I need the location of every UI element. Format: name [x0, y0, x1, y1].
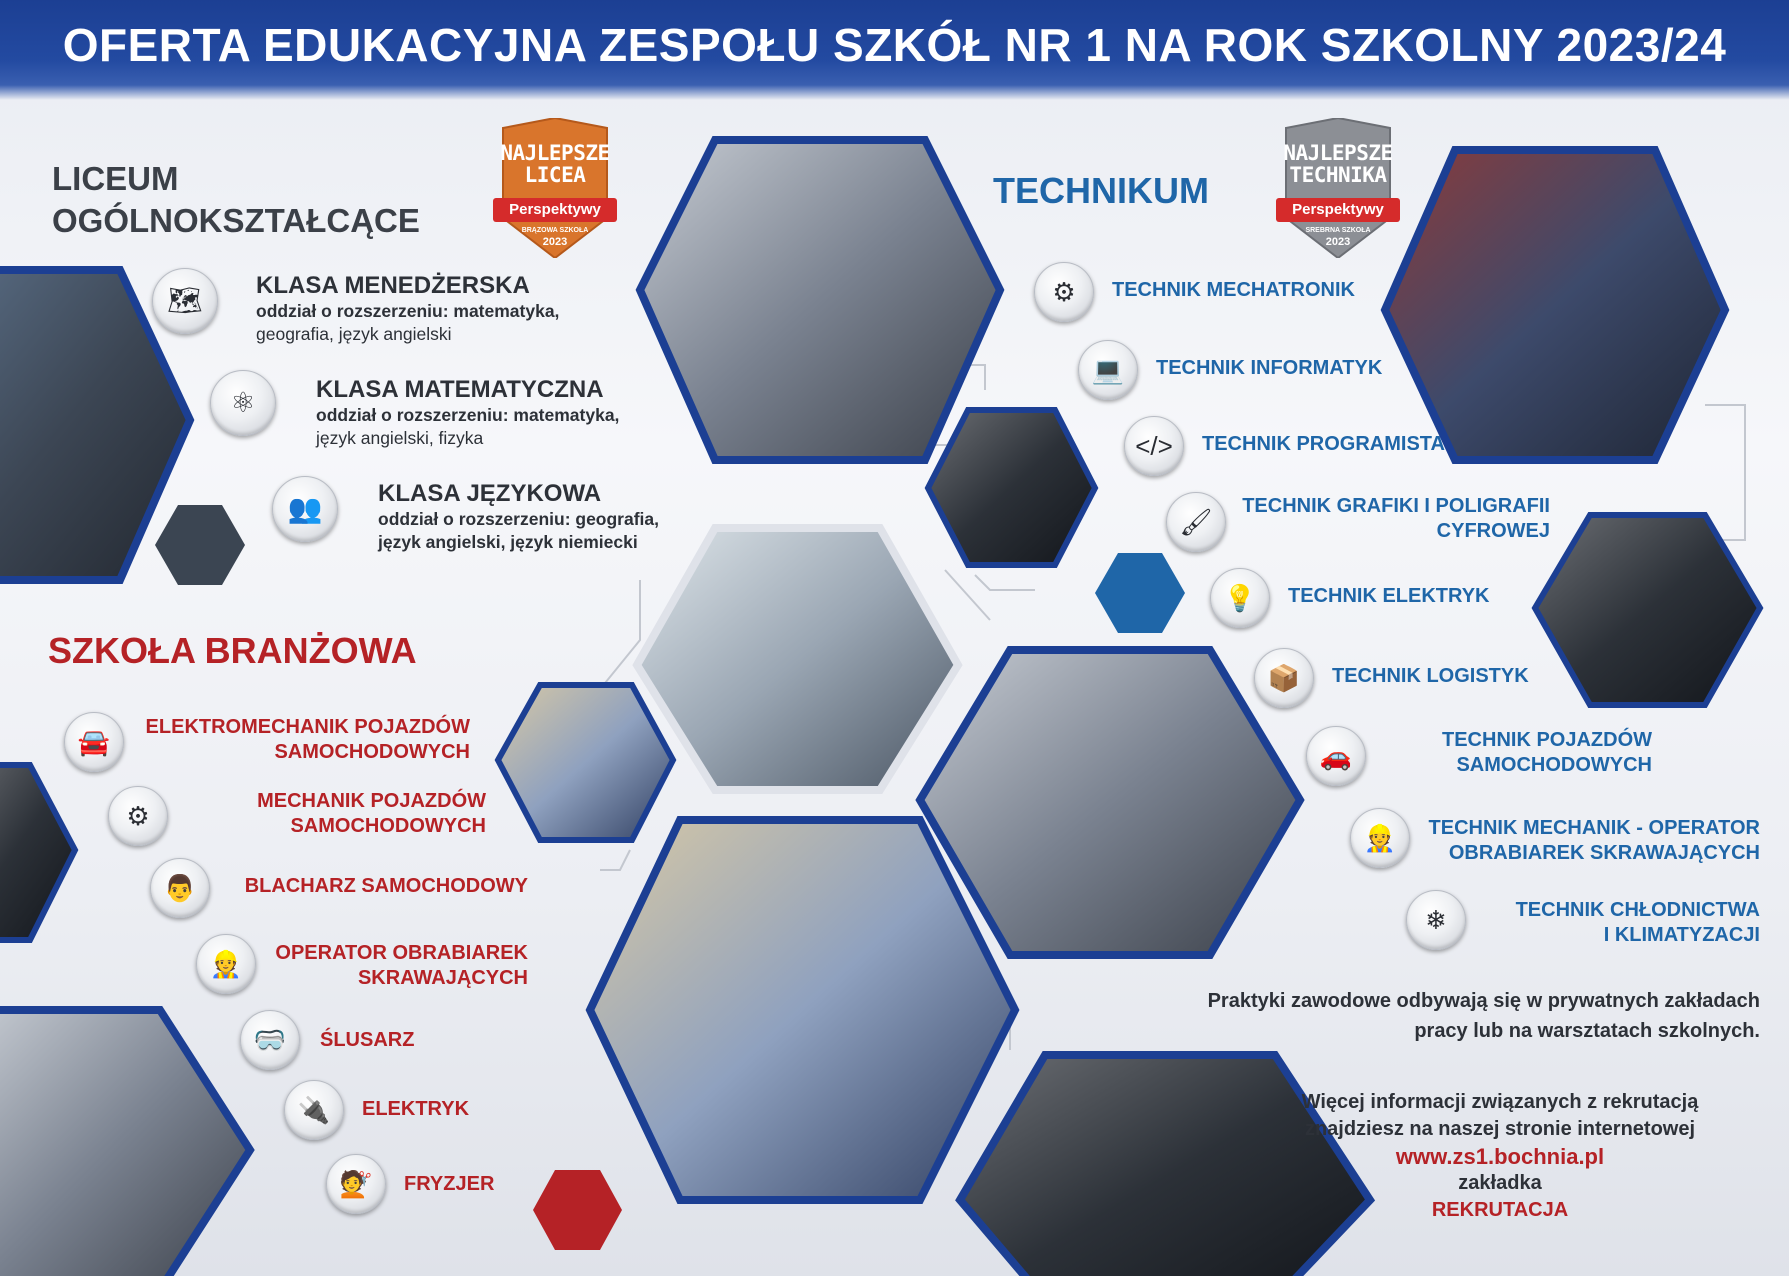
- item-line2: SAMOCHODOWYCH: [1456, 754, 1652, 776]
- class-name: KLASA JĘZYKOWA: [378, 480, 602, 507]
- map-chart-icon: 🗺: [152, 268, 218, 334]
- item-line2: I KLIMATYZACJI: [1603, 924, 1760, 946]
- class-desc-1: oddział o rozszerzeniu: matematyka,: [316, 405, 620, 425]
- class-item-jezykowa: [378, 480, 659, 554]
- welding-mask-icon: 🥽: [240, 1010, 300, 1070]
- class-desc-2: język angielski, fizyka: [316, 428, 484, 448]
- class-name: KLASA MATEMATYCZNA: [316, 376, 604, 403]
- badge-ribbon: Perspektywy: [1276, 198, 1400, 222]
- najlepsze-licea-badge: [485, 118, 625, 258]
- item-line2: SAMOCHODOWYCH: [290, 815, 486, 837]
- accent-hex-blue: [1095, 553, 1185, 633]
- item-line2: SAMOCHODOWYCH: [274, 741, 470, 763]
- technikum-item-mechanik-operator: [1420, 816, 1760, 866]
- logistics-icon: 📦: [1254, 648, 1314, 708]
- item-line2: CYFROWEJ: [1436, 520, 1550, 542]
- lightbulb-icon: 💡: [1210, 568, 1270, 628]
- item-line1: TECHNIK GRAFIKI I POLIGRAFII: [1242, 495, 1550, 517]
- badge-title: [485, 142, 625, 186]
- class-item-menedzerska: [256, 272, 559, 346]
- liceum-title-line1: LICEUM: [52, 160, 179, 197]
- najlepsze-technika-badge: [1268, 118, 1408, 258]
- class-desc-1: oddział o rozszerzeniu: geografia,: [378, 509, 660, 529]
- photo-hex-students: [590, 820, 1015, 1200]
- computer-desk-icon: 💻: [1078, 340, 1138, 400]
- technikum-item-grafiki: [1240, 494, 1550, 544]
- accent-hex-red: [533, 1170, 622, 1250]
- item-line1: OPERATOR OBRABIAREK: [275, 942, 528, 964]
- photo-hex-hairdresser: [498, 685, 673, 840]
- item-line1: TECHNIK CHŁODNICTWA: [1515, 899, 1760, 921]
- technikum-item-elektryk: TECHNIK ELEKTRYK: [1288, 585, 1490, 607]
- car-bolt-icon: 🚘: [64, 712, 124, 772]
- praktyki-info: [1080, 986, 1760, 1046]
- recruitment-info: [1240, 1089, 1760, 1224]
- badge-small-text: SREBRNA SZKOŁA: [1305, 227, 1371, 234]
- branzowa-item-operator: [272, 941, 528, 991]
- photo-hex-robotics: [640, 140, 1000, 460]
- technikum-item-programista: TECHNIK PROGRAMISTA: [1202, 433, 1445, 455]
- branzowa-item-fryzjer: FRYZJER: [404, 1173, 495, 1195]
- gears-icon: ⚙: [1034, 262, 1094, 322]
- item-line2: SKRAWAJĄCYCH: [357, 967, 528, 989]
- branzowa-item-elektromechanik: [140, 715, 470, 765]
- photo-hex-gym: [637, 528, 958, 790]
- class-item-matematyczna: [316, 376, 619, 450]
- car-wrench-icon: 🚗: [1306, 726, 1366, 786]
- badge-small-text: BRĄZOWA SZKOŁA: [521, 227, 589, 234]
- more-line1: Więcej informacji związanych z rekrutacją: [1301, 1091, 1699, 1113]
- hairdresser-icon: 💇: [326, 1154, 386, 1214]
- worker-gear-icon: 👷: [196, 934, 256, 994]
- badge-title: [1268, 142, 1408, 186]
- tire-icon: ⚙: [108, 786, 168, 846]
- class-name: KLASA MENEDŻERSKA: [256, 272, 530, 299]
- badge-ribbon: Perspektywy: [493, 198, 617, 222]
- praktyki-line2: pracy lub na warsztatach szkolnych.: [1414, 1020, 1760, 1042]
- branzowa-item-elektryk: ELEKTRYK: [362, 1098, 470, 1120]
- badge-line2: TECHNIKA: [1289, 163, 1387, 187]
- technikum-item-informatyk: TECHNIK INFORMATYK: [1156, 357, 1383, 379]
- photo-hex-car: [1385, 150, 1725, 460]
- accent-hex-grey: [155, 505, 245, 585]
- item-line1: MECHANIK POJAZDÓW: [257, 790, 486, 812]
- more-line2: znajdziesz na naszej stronie internetowej: [1304, 1118, 1696, 1140]
- branzowa-section-title: SZKOŁA BRANŻOWA: [48, 630, 417, 671]
- website-link[interactable]: www.zs1.bochnia.pl: [1395, 1144, 1605, 1169]
- badge-line2: LICEA: [524, 163, 586, 187]
- technikum-item-logistyk: TECHNIK LOGISTYK: [1332, 665, 1529, 687]
- class-desc-1: oddział o rozszerzeniu: matematyka,: [256, 301, 560, 321]
- praktyki-line1: Praktyki zawodowe odbywają się w prywatnych zakładach: [1207, 990, 1760, 1012]
- liceum-title-line2: OGÓLNOKSZTAŁCĄCE: [52, 202, 420, 239]
- item-line1: ELEKTROMECHANIK POJAZDÓW: [145, 716, 470, 738]
- zakladka-label: zakładka: [1458, 1172, 1542, 1194]
- mechanic-icon: 👨: [150, 858, 210, 918]
- branzowa-item-blacharz: BLACHARZ SAMOCHODOWY: [244, 875, 528, 897]
- item-line1: TECHNIK POJAZDÓW: [1442, 729, 1652, 751]
- item-line2: OBRABIAREK SKRAWAJĄCYCH: [1448, 842, 1760, 864]
- photo-hex-mechatronics: [928, 410, 1095, 565]
- code-window-icon: </>: [1124, 416, 1184, 476]
- badge-line1: NAJLEPSZE: [500, 141, 610, 165]
- technikum-item-mechatronik: TECHNIK MECHATRONIK: [1112, 279, 1355, 301]
- liceum-section-title: [52, 158, 472, 242]
- technikum-item-pojazdow: [1380, 728, 1652, 778]
- technikum-item-chlodnictwa: [1470, 898, 1760, 948]
- page-title: OFERTA EDUKACYJNA ZESPOŁU SZKÓŁ NR 1 NA ROK SZKOLNY 2023/24: [62, 19, 1727, 71]
- branzowa-item-mechanik: [184, 789, 486, 839]
- photo-hex-workshop: [920, 650, 1300, 955]
- worker-gear-icon: 👷: [1350, 808, 1410, 868]
- photo-hex-3dprinter: [0, 1010, 250, 1276]
- class-desc-2: język angielski, język niemiecki: [378, 532, 638, 552]
- photo-hex-welding: [0, 765, 75, 940]
- badge-line1: NAJLEPSZE: [1283, 141, 1393, 165]
- electrician-icon: 🔌: [284, 1080, 344, 1140]
- rekrutacja-label: REKRUTACJA: [1431, 1199, 1569, 1221]
- snowflake-icon: ❄: [1406, 890, 1466, 950]
- atom-emc2-icon: ⚛: [210, 370, 276, 436]
- photo-hex-cnc: [1535, 515, 1760, 705]
- class-desc-2: geografia, język angielski: [256, 324, 452, 344]
- item-line1: TECHNIK MECHANIK - OPERATOR: [1428, 817, 1760, 839]
- technikum-section-title: TECHNIKUM: [993, 170, 1209, 211]
- branzowa-item-slusarz: ŚLUSARZ: [320, 1029, 415, 1051]
- conversation-icon: 👥: [272, 476, 338, 542]
- graphic-designer-icon: 🖌: [1166, 492, 1226, 552]
- badge-year: 2023: [542, 236, 568, 248]
- badge-year: 2023: [1325, 236, 1351, 248]
